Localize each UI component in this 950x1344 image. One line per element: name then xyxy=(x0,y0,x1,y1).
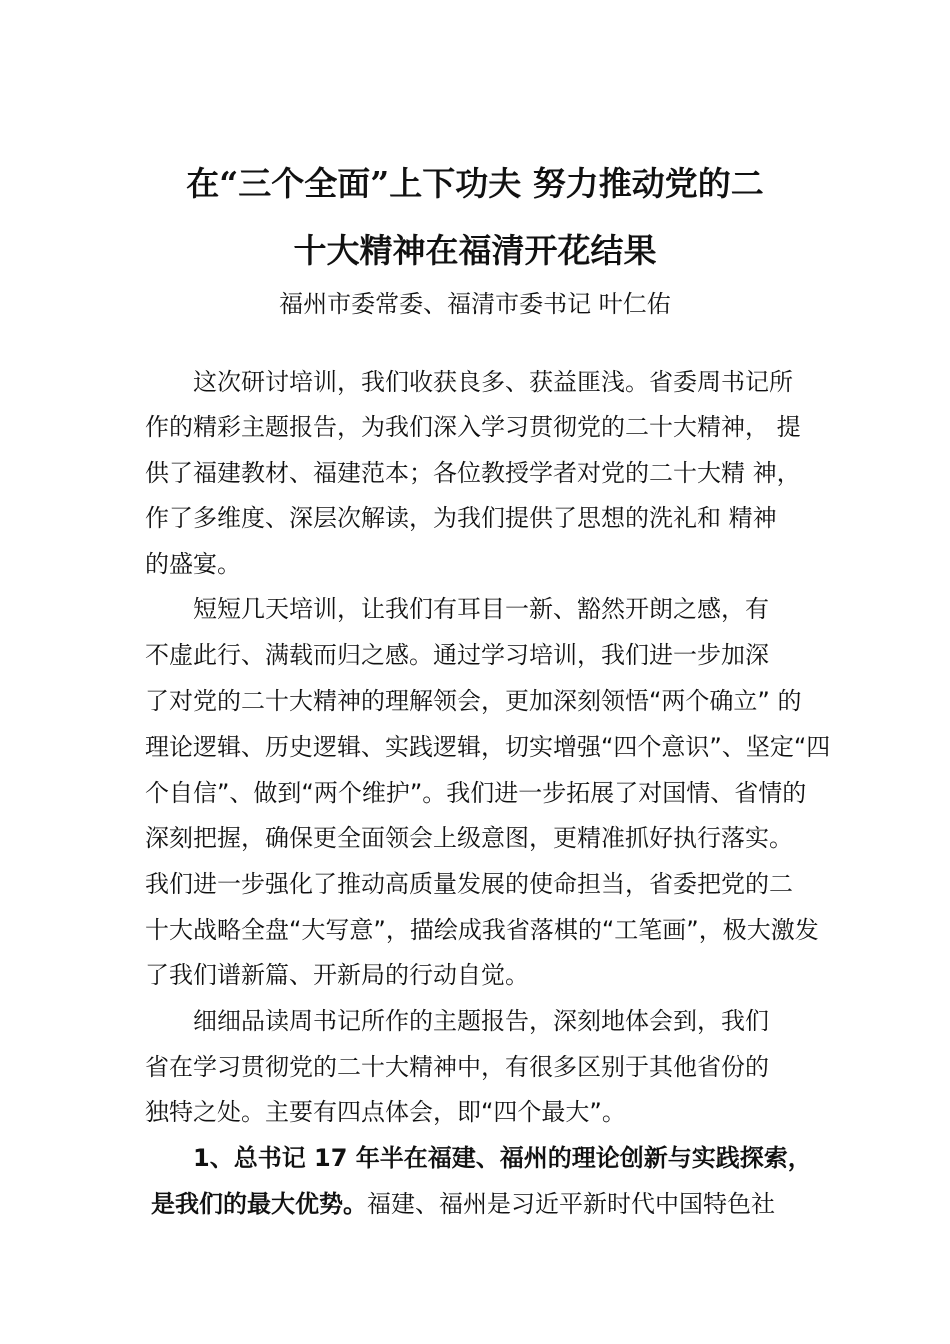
paragraph-2-line: 了对党的二十大精神的理解领会，更加深刻领悟“两个确立” 的 xyxy=(145,687,802,715)
paragraph-4-heading-end: 是我们的最大优势。 xyxy=(151,1190,367,1218)
paragraph-2-line: 深刻把握，确保更全面领会上级意图，更精准抓好执行落实。 xyxy=(145,824,793,852)
paragraph-2-line: 我们进一步强化了推动高质量发展的使命担当，省委把党的二 xyxy=(145,870,793,898)
paragraph-4-text: 福建、福州是习近平新时代中国特色社 xyxy=(367,1190,775,1218)
paragraph-2-line: 理论逻辑、历史逻辑、实践逻辑，切实增强“四个意识”、坚定“四 xyxy=(145,733,831,761)
paragraph-3-line: 省在学习贯彻党的二十大精神中，有很多区别于其他省份的 xyxy=(145,1053,769,1081)
document-author: 福州市委常委、福清市委书记 叶仁佑 xyxy=(279,290,671,318)
paragraph-4-line xyxy=(151,1187,775,1221)
paragraph-1-line: 供了福建教材、福建范本；各位教授学者对党的二十大精 神， xyxy=(145,459,801,487)
paragraph-1-line: 这次研讨培训，我们收获良多、获益匪浅。省委周书记所 xyxy=(193,368,793,396)
paragraph-1-line: 作了多维度、深层次解读，为我们提供了思想的洗礼和 精神 xyxy=(145,504,777,532)
document-title-line-2: 十大精神在福清开花结果 xyxy=(293,231,657,270)
paragraph-2-line: 了我们谱新篇、开新局的行动自觉。 xyxy=(145,961,529,989)
paragraph-3-line: 细细品读周书记所作的主题报告，深刻地体会到，我们 xyxy=(193,1007,769,1035)
document-title-line-1: 在“三个全面”上下功夫 努力推动党的二 xyxy=(186,164,764,203)
paragraph-2-line: 不虚此行、满载而归之感。通过学习培训，我们进一步加深 xyxy=(145,641,769,669)
paragraph-2-line: 个自信”、做到“两个维护”。我们进一步拓展了对国情、省情的 xyxy=(145,779,807,807)
paragraph-1-line: 作的精彩主题报告，为我们深入学习贯彻党的二十大精神， 提 xyxy=(145,413,801,441)
paragraph-4-heading-line: 1、总书记 17 年半在福建、福州的理论创新与实践探索， xyxy=(193,1144,812,1172)
paragraph-1-line: 的盛宴。 xyxy=(145,550,241,578)
paragraph-3-line: 独特之处。主要有四点体会，即“四个最大”。 xyxy=(145,1098,626,1126)
paragraph-2-line: 短短几天培训，让我们有耳目一新、豁然开朗之感，有 xyxy=(193,595,769,623)
paragraph-2-line: 十大战略全盘“大写意”，描绘成我省落棋的“工笔画”，极大激发 xyxy=(145,916,819,944)
